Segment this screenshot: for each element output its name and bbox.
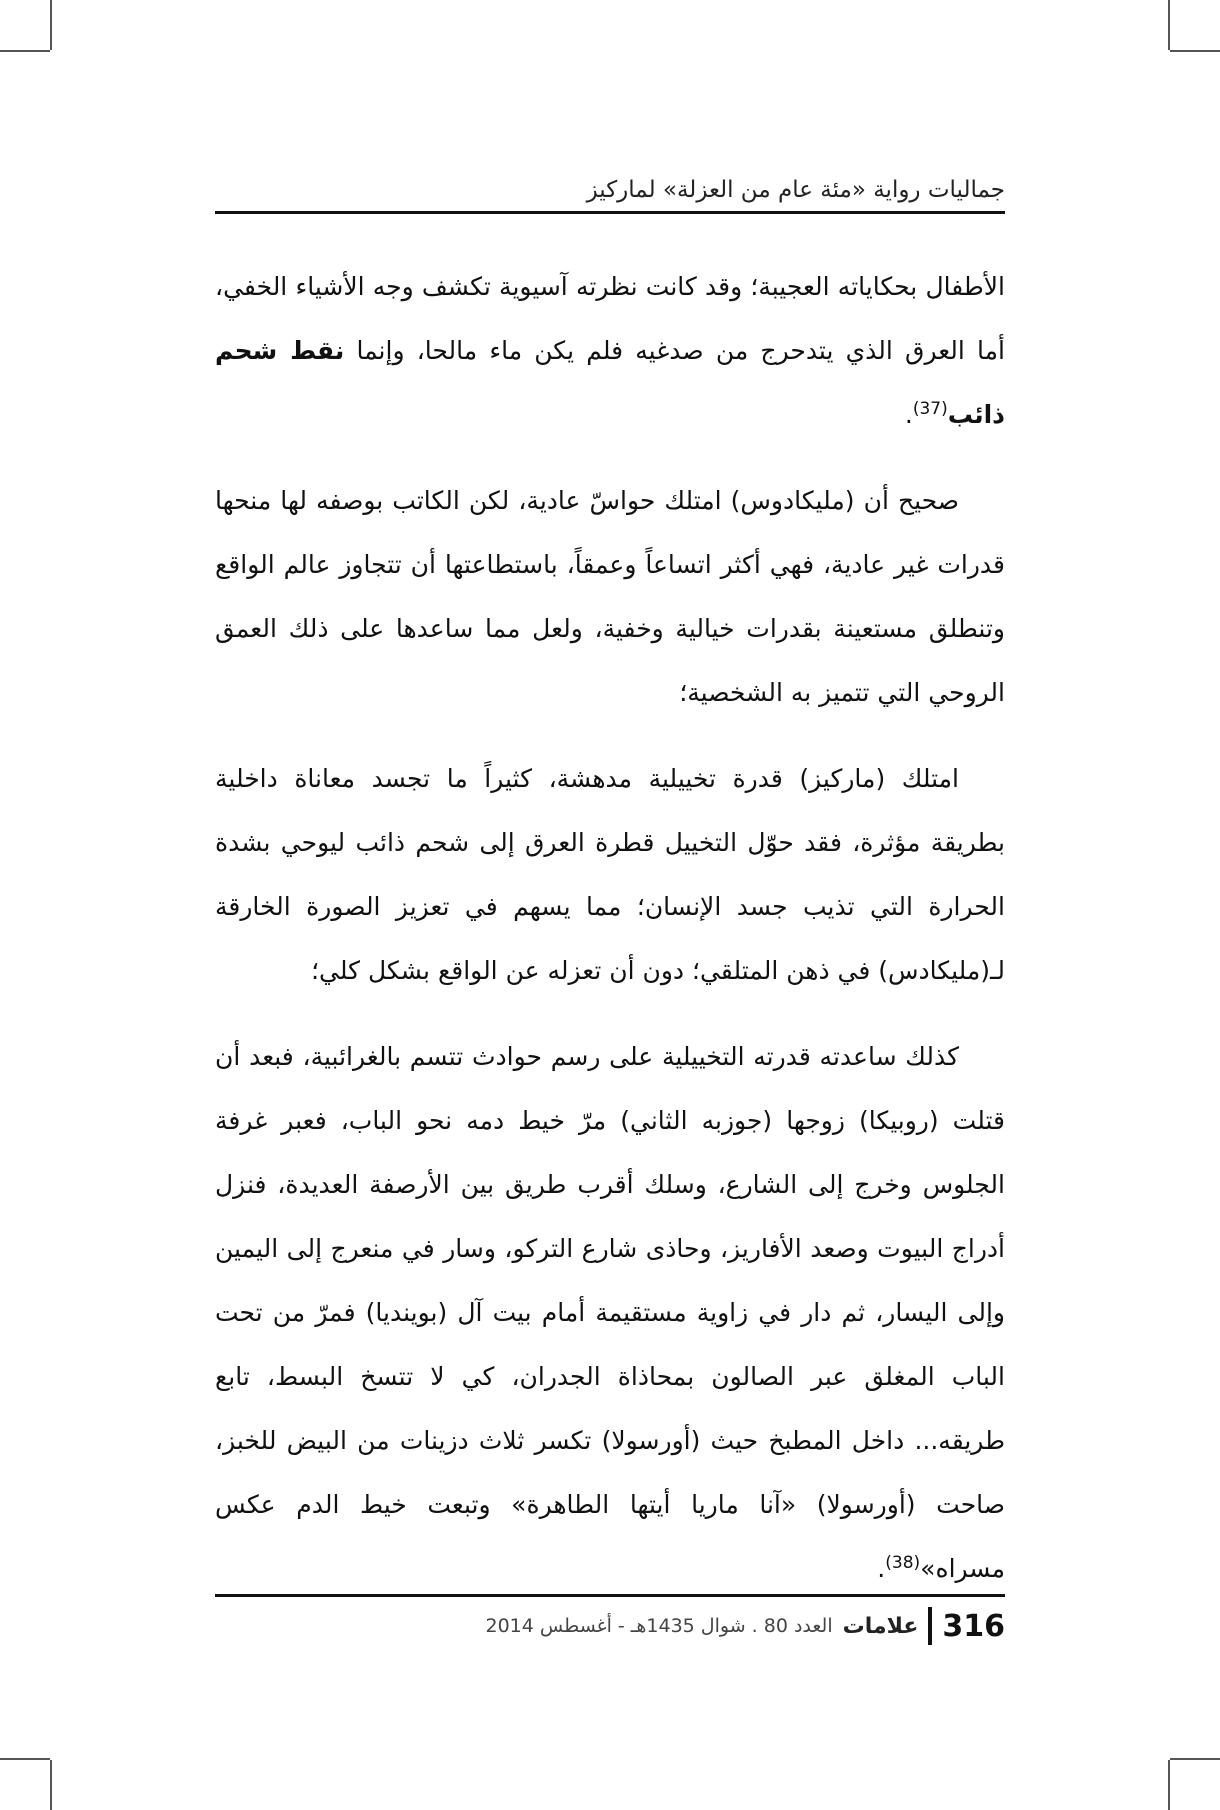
paragraph-1-lead: الأطفال بحكاياته العجيبة؛ وقد كانت نظرته آسيوية تكشف وجه الأشياء الخفي، أما العرق الذي يتدحرج من صدغيه فلم يكن ماء مالحا، وإنما — [215, 272, 1005, 365]
crop-mark-top-right-h — [1170, 50, 1220, 52]
paragraph-4-text: كذلك ساعدته قدرته التخييلية على رسم حوادث تتسم بالغرائبية، فبعد أن قتلت (روبيكا) زوجها (جوزبه الثاني) مرّ خيط دمه نحو الباب، فعبر غرفة الجلوس وخرج إلى الشارع، وسلك أقرب طريق بين الأرصفة العديدة، فنزل أدراج البيوت وصعد الأفاريز، وحاذى شارع التركو، وسار في منعرج إلى اليمين وإلى اليسار، ثم دار في زاوية مستقيمة أمام بيت آل (بوينديا) فمرّ من تحت الباب المغلق عبر الصالون بمحاذاة الجدران، كي لا تتسخ البسط، تابع طريقه... داخل المطبخ حيث (أورسولا) تكسر ثلاث دزينات من البيض للخبز، صاحت (أورسولا) «آنا ماريا أيتها الطاهرة» وتبعت خيط الدم عكس مسراه» — [215, 1042, 1005, 1583]
issue-info: العدد 80 . شوال 1435هـ - أغسطس 2014 — [485, 1615, 833, 1637]
crop-mark-bottom-left-h — [0, 1758, 50, 1760]
crop-mark-top-right — [1168, 0, 1170, 50]
page-number: 316 — [942, 1608, 1005, 1644]
article-body — [215, 255, 1005, 1583]
paragraph-1-tail: . — [904, 400, 913, 429]
paragraph-3: امتلك (ماركيز) قدرة تخييلية مدهشة، كثيراً ما تجسد معاناة داخلية بطريقة مؤثرة، فقد حوّل التخييل قطرة العرق إلى شحم ذائب ليوحي بشدة الحرارة التي تذيب جسد الإنسان؛ مما يسهم في تعزيز الصورة الخارقة لـ(مليكادس) في ذهن المتلقي؛ دون أن تعزله عن الواقع بشكل كلي؛ — [215, 764, 1005, 985]
crop-mark-top-left-h — [0, 50, 50, 52]
footer-separator — [928, 1607, 932, 1645]
footnote-ref-37: (37) — [912, 399, 948, 419]
page-footer — [215, 1601, 1005, 1651]
crop-mark-top-left — [50, 0, 52, 50]
crop-mark-bottom-right — [1168, 1760, 1170, 1810]
running-title: جماليات رواية «مئة عام من العزلة» لماركيز — [586, 177, 1005, 203]
footer-rule — [215, 1594, 1005, 1597]
paragraph-2: صحيح أن (مليكادوس) امتلك حواسّ عادية، لكن الكاتب بوصفه لها منحها قدرات غير عادية، فهي أكثر اتساعاً وعمقاً، باستطاعتها أن تتجاوز عالم الواقع وتنطلق مستعينة بقدرات خيالية وخفية، ولعل مما ساعدها على ذلك العمق الروحي التي تتميز به الشخصية؛ — [215, 486, 1005, 707]
paragraph-1 — [215, 255, 1005, 447]
crop-mark-bottom-right-h — [1170, 1758, 1220, 1760]
paragraph-4-tail: . — [877, 1554, 886, 1583]
paragraph-1-bold-phrase: نقط شحم ذائب — [215, 336, 1005, 429]
running-header — [215, 170, 1005, 210]
header-rule — [215, 211, 1005, 214]
paragraph-4 — [215, 1025, 1005, 1601]
footnote-ref-38: (38) — [885, 1553, 921, 1573]
crop-mark-bottom-left — [50, 1760, 52, 1810]
journal-name: علامات — [842, 1613, 919, 1639]
